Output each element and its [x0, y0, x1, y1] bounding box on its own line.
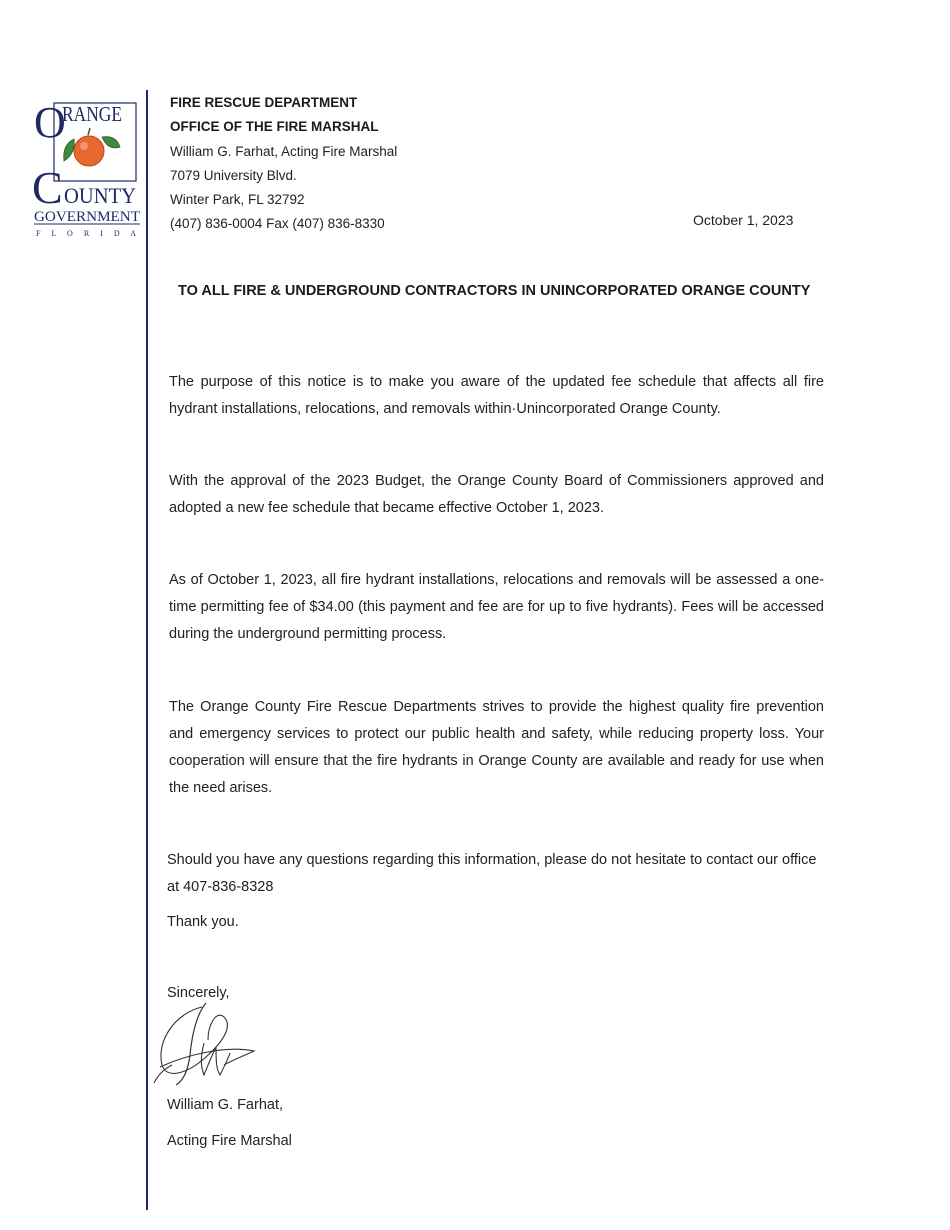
handwritten-signature [146, 995, 261, 1090]
address-line-2: Winter Park, FL 32792 [170, 192, 305, 208]
phone-fax-line: (407) 836-0004 Fax (407) 836-8330 [170, 216, 385, 232]
signer-title: Acting Fire Marshal [167, 1133, 292, 1149]
svg-text:RANGE: RANGE [62, 102, 122, 126]
paragraph-mission: The Orange County Fire Rescue Departments strives to provide the highest quality fire prevention and emergency services to protect our public health and safety, while reducing property loss. Your cooperation will ensure that the fire hydrants in Orange County are available and ready for use when the need arises. [169, 699, 824, 796]
paragraph-fee: As of October 1, 2023, all fire hydrant installations, relocations and removals will be assessed a one-time permitting fee of $34.00 (this payment and fee are for up to five hydrants). Fees will be accessed during the underground permitting process. [169, 572, 824, 642]
letter-heading: TO ALL FIRE & UNDERGROUND CONTRACTORS IN UNINCORPORATED ORANGE COUNTY [178, 283, 811, 299]
logo-letter-o: O [34, 98, 66, 147]
fire-marshal-line: William G. Farhat, Acting Fire Marshal [170, 143, 398, 159]
signer-name: William G. Farhat, [167, 1097, 284, 1113]
paragraph-budget: With the approval of the 2023 Budget, the Orange County Board of Commissioners approved and adopted a new fee schedule that became effective October 1, 2023. [169, 473, 824, 516]
thank-you: Thank you. [167, 914, 239, 930]
office-name: OFFICE OF THE FIRE MARSHAL [170, 119, 379, 135]
letter-date: October 1, 2023 [693, 212, 794, 228]
svg-text:OUNTY: OUNTY [64, 183, 137, 208]
address-line-1: 7079 University Blvd. [170, 167, 297, 183]
svg-text:C: C [32, 162, 63, 213]
paragraph-purpose: The purpose of this notice is to make you aware of the updated fee schedule that affects all fire hydrant installations, relocations, and removals within·Unincorporated Orange County. [169, 374, 824, 417]
letterhead [170, 91, 397, 237]
salutation: Sincerely, [167, 985, 230, 1001]
svg-text:GOVERNMENT: GOVERNMENT [34, 209, 140, 225]
orange-county-logo [32, 95, 144, 240]
svg-text:F L O R I D A: F L O R I D A [36, 229, 136, 238]
department-name: FIRE RESCUE DEPARTMENT [170, 95, 358, 110]
paragraph-contact: Should you have any questions regarding this information, please do not hesitate to contact our office at 407-836-8328 [167, 852, 817, 895]
